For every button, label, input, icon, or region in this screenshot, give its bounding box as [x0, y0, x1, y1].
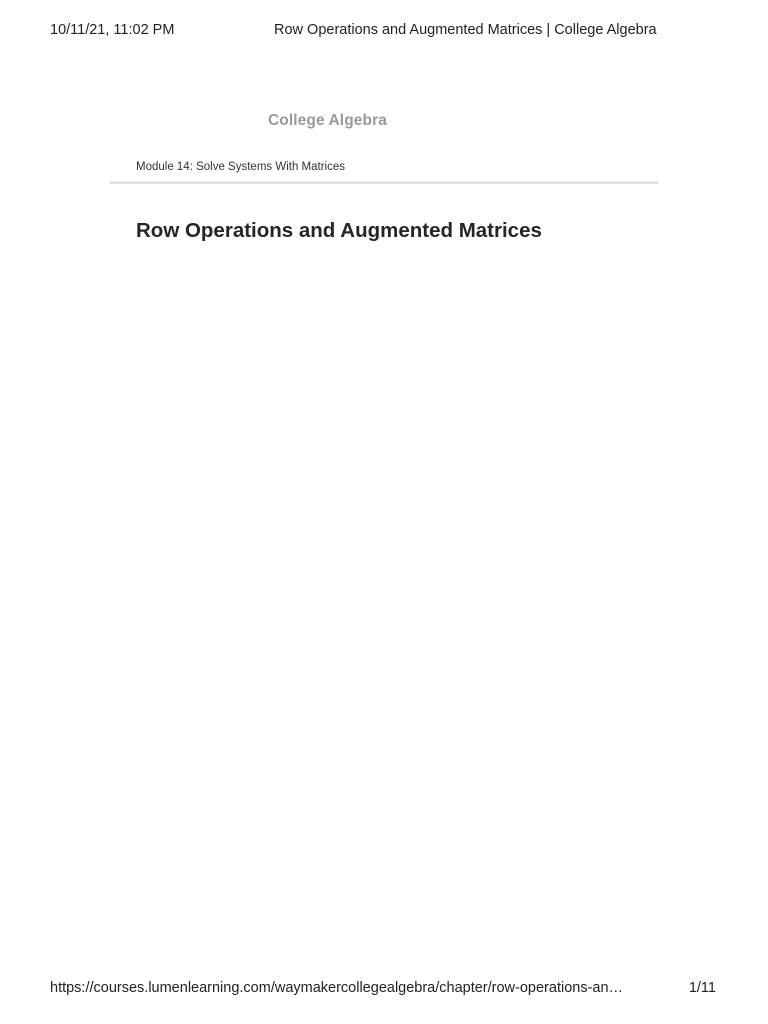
print-document-title: Row Operations and Augmented Matrices | College Algebra [274, 22, 657, 38]
print-header [50, 22, 686, 42]
page-number: 1/11 [688, 980, 716, 996]
page-title: Row Operations and Augmented Matrices [136, 219, 542, 242]
site-title-link[interactable]: College Algebra [268, 112, 387, 129]
print-date-time: 10/11/21, 11:02 PM [50, 22, 175, 38]
header-divider [110, 181, 658, 184]
breadcrumb-module[interactable]: Module 14: Solve Systems With Matrices [136, 161, 345, 173]
print-url: https://courses.lumenlearning.com/waymakercollegealgebra/chapter/row-operations-an… [50, 980, 624, 996]
print-footer [50, 980, 716, 1000]
